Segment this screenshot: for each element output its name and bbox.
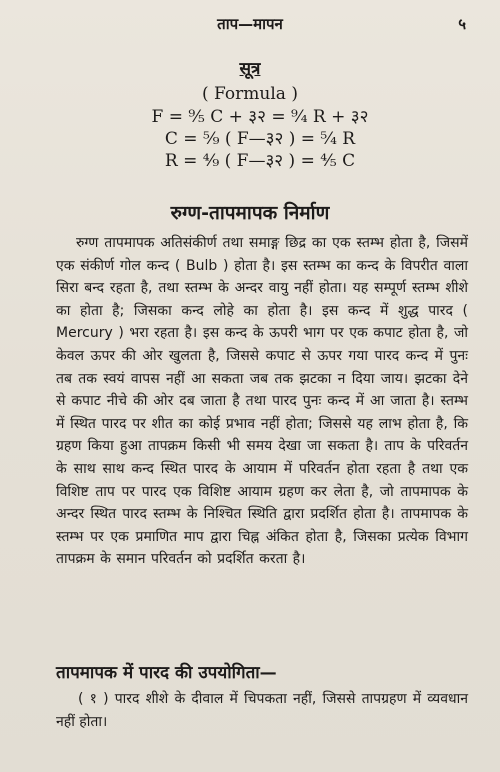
formula-subtitle: ( Formula ) (202, 84, 298, 104)
point-paragraph: ( १ ) पारद शीशे के दीवाल में चिपकता नहीं, जिससे तापग्रहण में व्यवधान नहीं होता। (56, 691, 468, 730)
formula-fahrenheit: F = ⁹⁄₅ C + ३२ = ⁹⁄₄ R + ३२ (151, 107, 369, 127)
formula-celsius: C = ⁵⁄₉ ( F—३२ ) = ⁵⁄₄ R (164, 129, 356, 149)
formula-label: सूत्र (239, 59, 261, 79)
page-header (0, 14, 500, 36)
page-number: ५ (458, 15, 466, 33)
formula-reaumur: R = ⁴⁄₉ ( F—३२ ) = ⁴⁄₅ C (164, 151, 356, 171)
formula-block (0, 58, 500, 172)
running-head: ताप—मापन (217, 15, 283, 33)
body-paragraph: रुग्ण तापमापक अतिसंकीर्ण तथा समाङ्ग छिद्र का एक स्तम्भ होता है, जिसमें एक संकीर्ण गोल कन्द ( Bulb ) होता है। इस स्तम्भ का कन्द के विपरीत वाला सिरा बन्द रहता है, तथा स्तम्भ के अन्दर वायु नहीं होता। यह सम्पूर्ण स्तम्भ शीशे का होता है; जिसका कन्द लोहे का होता है। इस कन्द में शुद्ध पारद ( Mercury ) भरा रहता है। इस कन्द के ऊपरी भाग पर एक कपाट होता है, जो केवल ऊपर की ओर खुलता है, जिससे कपाट से ऊपर गया पारद कन्द में पुनः तब तक स्वयं वापस नहीं आ सकता जब तक झटका न दिया जाय। झटका देने से कपाट नीचे की ओर दब जाता है तथा पारद पुनः कन्द में आ जाता है। स्तम्भ में स्थित पारद पर शीत का कोई प्रभाव नहीं होता; जिससे यह लाभ होता है, कि ग्रहण किया हुआ तापक्रम किसी भी समय देखा जा सकता है। ताप के परिवर्तन के साथ साथ कन्द स्थित पारद के आयाम में परिवर्तन होता रहता है तथा एक विशिष्ट ताप पर पारद एक विशिष्ट आयाम ग्रहण कर लेता है, जो तापमापक के अन्दर स्थित पारद स्तम्भ के निश्चित स्थिति द्वारा प्रदर्शित होता है। तापमापक के स्तम्भ पर एक प्रमाणित माप द्वारा चिह्न अंकित होता है, जिसका प्रत्येक विभाग तापक्रम के समान परिवर्तन को प्रदर्शित करता है। (56, 235, 468, 568)
chapter-heading: रुग्ण-तापमापक निर्माण (170, 202, 330, 224)
subheading: तापमापक में पारद की उपयोगिता— (56, 663, 277, 683)
